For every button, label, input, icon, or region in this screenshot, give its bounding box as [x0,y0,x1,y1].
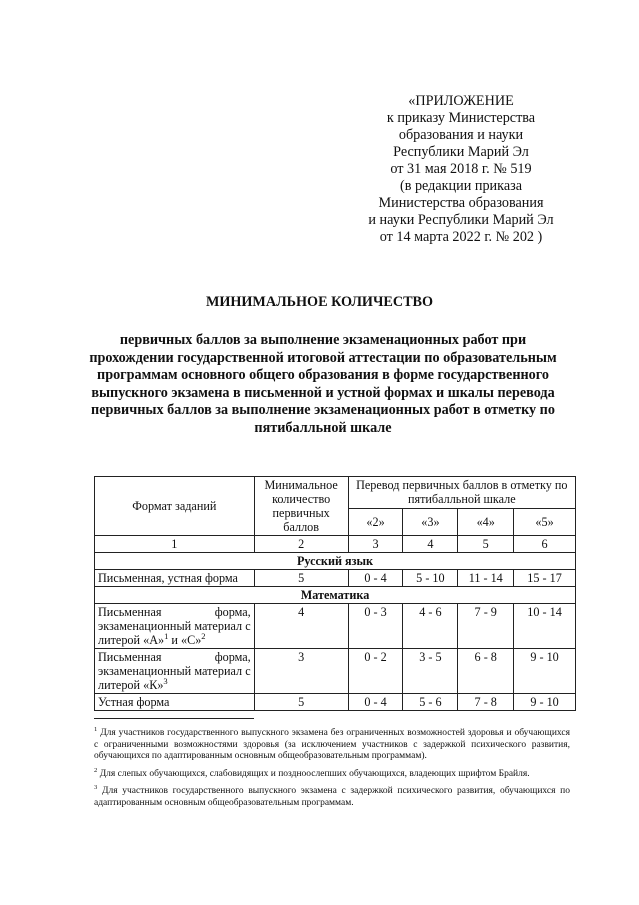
cell-grade-2: 0 - 4 [348,570,403,587]
scores-table [94,476,576,711]
footnote [94,766,570,781]
cell-grade-5: 10 - 14 [514,604,576,649]
footnote-text: Для участников государственного выпускного экзамена без ограниченных возможностей здоровья и обучающихся с ограниченными возможностями здоровья (за исключением участников с задержкой психического развития, обучающихся по адаптированным основным общеобразовательным программам). [94,728,570,761]
cell-min: 5 [254,570,348,587]
document-subtitle: первичных баллов за выполнение экзаменационных работ при прохождении государственной итоговой аттестации по образовательным программам основного общего образования в форме государственного выпускного экзамена в письменной и устной формах и шкалы перевода первичных баллов за выполнение экзаменационных работ в отметку по пятибалльной шкале [89,332,557,436]
table-row [95,604,576,649]
header-line: «ПРИЛОЖЕНИЕ [408,93,514,109]
footnote-text: Для слепых обучающихся, слабовидящих и поздноослепших обучающихся, владеющих шрифтом Брайля. [99,768,530,779]
table-header-row [95,477,576,509]
grade-2-header: «2» [348,508,403,535]
cell-format: Устная форма [95,694,255,711]
format-text: Письменная форма, экзаменационный материал с литерой «А» [98,605,251,647]
footnotes [94,725,570,815]
header-line: к приказу Министерства [386,110,536,126]
header-line: от 31 мая 2018 г. № 519 [390,161,532,177]
cell-grade-4: 6 - 8 [458,649,514,694]
cell-format [95,604,255,649]
section-row [95,587,576,604]
column-number: 2 [254,536,348,553]
cell-grade-4: 7 - 9 [458,604,514,649]
grade-3-header: «3» [403,508,458,535]
section-math: Математика [95,587,576,604]
cell-min: 4 [254,604,348,649]
order-header [360,93,562,246]
footnote-ref: 3 [163,675,168,686]
table-row [95,694,576,711]
cell-grade-5: 15 - 17 [514,570,576,587]
column-number: 3 [348,536,403,553]
footnote-text: Для участников государственного выпускного экзамена с задержкой психического развития, обучающихся по адаптированным основным общеобразовательным программам. [94,786,570,808]
footnote-ref: 2 [201,630,206,641]
header-line: от 14 марта 2022 г. № 202 ) [379,229,543,245]
cell-min: 5 [254,694,348,711]
cell-format: Письменная, устная форма [95,570,255,587]
column-number: 4 [403,536,458,553]
cell-grade-3: 3 - 5 [403,649,458,694]
cell-grade-3: 4 - 6 [403,604,458,649]
column-number: 1 [95,536,255,553]
footnote-mark: 1 [94,725,98,733]
cell-grade-2: 0 - 2 [348,649,403,694]
header-line: (в редакции приказа [399,178,523,194]
section-russian: Русский язык [95,553,576,570]
header-line: образования и науки [398,127,524,143]
cell-grade-3: 5 - 6 [403,694,458,711]
footnote-ref: 1 [164,630,169,641]
cell-grade-4: 7 - 8 [458,694,514,711]
section-row [95,553,576,570]
header-min: Минимальное количество первичных баллов [254,477,348,536]
table-row [95,649,576,694]
table-row [95,570,576,587]
header-line: и науки Республики Марий Эл [368,212,554,228]
grade-5-header: «5» [514,508,576,535]
column-number-row [95,536,576,553]
column-number: 5 [458,536,514,553]
cell-grade-2: 0 - 3 [348,604,403,649]
cell-grade-5: 9 - 10 [514,694,576,711]
cell-grade-4: 11 - 14 [458,570,514,587]
cell-format [95,649,255,694]
format-text: и «С» [171,633,202,647]
footnote [94,783,570,809]
document-title: МИНИМАЛЬНОЕ КОЛИЧЕСТВО [205,294,434,310]
cell-grade-3: 5 - 10 [403,570,458,587]
header-format: Формат заданий [95,477,255,536]
column-number: 6 [514,536,576,553]
cell-grade-2: 0 - 4 [348,694,403,711]
header-line: Министерства образования [378,195,544,211]
footnote-mark: 3 [94,783,98,791]
footnote-mark: 2 [94,766,98,774]
cell-grade-5: 9 - 10 [514,649,576,694]
header-transfer: Перевод первичных баллов в отметку по пятибалльной шкале [348,477,575,509]
footnote [94,725,570,763]
grade-4-header: «4» [458,508,514,535]
header-line: Республики Марий Эл [393,144,529,160]
format-text: Письменная форма, экзаменационный материал с литерой «К» [98,650,251,692]
footnote-divider [94,718,254,719]
cell-min: 3 [254,649,348,694]
